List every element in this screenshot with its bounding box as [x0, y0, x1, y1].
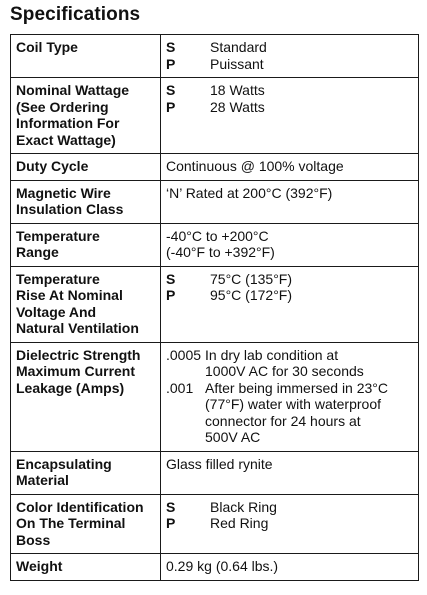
- encapsulating-label: [11, 451, 161, 494]
- option-code: P: [166, 515, 176, 531]
- option-code: P: [166, 287, 176, 303]
- encapsulating-value: Glass filled rynite: [161, 451, 419, 494]
- table-row: [11, 554, 419, 581]
- label-line: Range: [16, 244, 59, 260]
- page-title: Specifications: [10, 4, 141, 25]
- option-code: S: [166, 498, 176, 515]
- coil-type-label: Coil Type: [11, 35, 161, 78]
- label-line: Color Identification: [16, 498, 144, 515]
- color-id-value: [161, 494, 419, 554]
- label-line: Insulation Class: [16, 201, 124, 217]
- leakage-code: .001: [166, 379, 194, 396]
- option-text: Black Ring: [210, 498, 277, 515]
- label-line: Encapsulating: [16, 455, 112, 472]
- label-line: Dielectric Strength: [16, 346, 141, 363]
- option-code: P: [166, 98, 176, 115]
- temperature-rise-label: [11, 266, 161, 342]
- label-line: (See Ordering: [16, 98, 109, 115]
- table-row: [11, 154, 419, 181]
- leakage-text: (77°F) water with waterproof: [205, 396, 381, 412]
- option-text: 95°C (172°F): [210, 287, 293, 303]
- label-line: Information For: [16, 115, 120, 131]
- label-line: Temperature: [16, 227, 100, 244]
- coil-type-value: [161, 35, 419, 78]
- magnetic-wire-label: [11, 180, 161, 223]
- table-row: [11, 180, 419, 223]
- option-text: 28 Watts: [210, 98, 265, 115]
- option-text: Standard: [210, 39, 267, 55]
- value-line: -40°C to +200°C: [166, 227, 269, 244]
- label-line: Maximum Current: [16, 363, 136, 379]
- label-line: Leakage (Amps): [16, 379, 125, 396]
- temperature-rise-value: [161, 266, 419, 342]
- option-code: S: [166, 270, 176, 287]
- option-text: Puissant: [210, 55, 264, 72]
- nominal-wattage-label: [11, 78, 161, 154]
- leakage-text: After being immersed in 23°C: [205, 379, 389, 396]
- option-text: 18 Watts: [210, 82, 265, 98]
- label-line: Magnetic Wire: [16, 184, 111, 201]
- value-line: (-40°F to +392°F): [166, 244, 275, 260]
- table-row: [11, 494, 419, 554]
- nominal-wattage-value: [161, 78, 419, 154]
- label-line: Natural Ventilation: [16, 320, 139, 336]
- label-line: Nominal Wattage: [16, 82, 130, 98]
- specifications-table: [10, 34, 419, 581]
- table-row: [11, 451, 419, 494]
- label-line: Exact Wattage): [16, 131, 116, 148]
- table-row: [11, 223, 419, 266]
- temperature-range-label: [11, 223, 161, 266]
- table-row: [11, 78, 419, 154]
- table-row: [11, 35, 419, 78]
- option-code: P: [166, 55, 176, 72]
- table-row: [11, 266, 419, 342]
- label-line: Boss: [16, 531, 51, 548]
- color-id-label: [11, 494, 161, 554]
- dielectric-value: [161, 342, 419, 451]
- duty-cycle-value: Continuous @ 100% voltage: [161, 154, 419, 181]
- option-text: 75°C (135°F): [210, 270, 293, 287]
- weight-value: 0.29 kg (0.64 lbs.): [161, 554, 419, 581]
- leakage-text: In dry lab condition at: [205, 346, 339, 363]
- weight-label: Weight: [11, 554, 161, 581]
- temperature-range-value: [161, 223, 419, 266]
- label-line: Material: [16, 472, 69, 488]
- label-line: Voltage And: [16, 303, 97, 320]
- leakage-text: connector for 24 hours at: [205, 412, 361, 429]
- label-line: Temperature: [16, 270, 100, 287]
- option-text: Red Ring: [210, 515, 269, 531]
- leakage-code: .0005: [166, 346, 202, 363]
- dielectric-label: [11, 342, 161, 451]
- leakage-text: 1000V AC for 30 seconds: [205, 363, 364, 379]
- option-code: S: [166, 82, 176, 98]
- duty-cycle-label: Duty Cycle: [11, 154, 161, 181]
- option-code: S: [166, 39, 176, 55]
- leakage-text: 500V AC: [205, 429, 261, 445]
- label-line: On The Terminal: [16, 515, 126, 531]
- magnetic-wire-value: ‘N’ Rated at 200°C (392°F): [161, 180, 419, 223]
- table-row: [11, 342, 419, 451]
- label-line: Rise At Nominal: [16, 287, 123, 303]
